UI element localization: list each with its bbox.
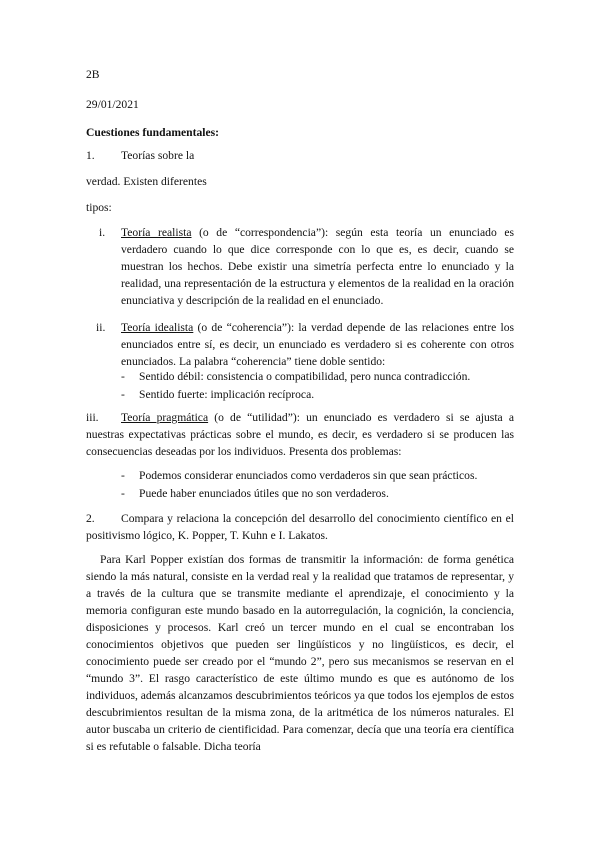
- bullet-dash: -: [121, 487, 125, 500]
- bullet-dash: -: [121, 370, 125, 383]
- theory-1-paragraph: [121, 224, 514, 309]
- question-1-title-line1: Teorías sobre la: [121, 149, 195, 162]
- question-2-paragraph: [86, 510, 514, 544]
- theory-2-text: (o de “coherencia”): la verdad depende de las relaciones entre los enunciados entre sí, es decir, un enunciado es verdadero si es coherente con otros enunciados. La palabra “coherencia” tiene doble sentido:: [121, 321, 515, 368]
- document-date: 29/01/2021: [86, 98, 139, 111]
- section-heading: Cuestiones fundamentales:: [86, 126, 220, 139]
- theory-3-numeral: iii.: [86, 411, 99, 424]
- bullet-dash: -: [121, 388, 125, 401]
- theory-2-name: Teoría idealista: [121, 321, 194, 334]
- answer-paragraph: Para Karl Popper existían dos formas de transmitir la información: de forma genética siendo la más natural, consiste en la verdad real y la realidad que tratamos de representar, y a través de la cultura que se transmite mediante el aprendizaje, el conocimiento y la memoria configuran este mundo basado en la autorregulación, la cognición, la conciencia, disposiciones y procesos. Karl creó un tercer mundo en el cual se encontraban los conocimientos objetivos que pueden ser lingüísticos y no lingüísticos, es decir, el conocimiento puede ser creado por el “mundo 2”, pero sus mecanismos se reservan en el “mundo 3”. El rasgo característico de este último mundo es que es autónomo de los individuos, además alcanzamos descubrimientos teóricos ya que todos los ejemplos de estos descubrimientos resultan de la misma zona, de la aritmética de los números naturales. El autor buscaba un criterio de cientificidad. Para comenzar, decía que una teoría era científica si es refutable o falsable. Dicha teoría: [86, 553, 514, 753]
- theory-3-paragraph: [86, 409, 514, 460]
- question-2-number: 2.: [86, 512, 95, 525]
- question-1-title-line2: verdad. Existen diferentes: [86, 175, 207, 188]
- document-code: 2B: [86, 68, 100, 81]
- bullet-text: Sentido débil: consistencia o compatibilidad, pero nunca contradicción.: [139, 370, 471, 383]
- theory-2-numeral: ii.: [96, 321, 106, 334]
- theory-1-numeral: i.: [99, 226, 106, 239]
- bullet-text: Sentido fuerte: implicación recíproca.: [139, 388, 315, 401]
- bullet-text: Podemos considerar enunciados como verdaderos sin que sean prácticos.: [139, 469, 478, 482]
- theory-1-name: Teoría realista: [121, 226, 192, 239]
- theory-2-paragraph: [121, 319, 514, 370]
- theory-3-text: (o de “utilidad”): un enunciado es verdadero si se ajusta a nuestras expectativas prácticas sobre el mundo, es decir, es verdadero si se producen las consecuencias deseadas por los individuos. Presenta dos problemas:: [86, 411, 514, 458]
- question-1-title-line3: tipos:: [86, 201, 112, 214]
- bullet-text: Puede haber enunciados útiles que no son verdaderos.: [139, 487, 389, 500]
- bullet-dash: -: [121, 469, 125, 482]
- question-2-text: Compara y relaciona la concepción del desarrollo del conocimiento científico en el positivismo lógico, K. Popper, T. Kuhn e I. Lakatos.: [86, 512, 514, 542]
- theory-1-text: (o de “correspondencia”): según esta teoría un enunciado es verdadero cuando lo que dice corresponde con lo que es, es decir, cuando se muestran los hechos. Debe existir una simetría perfecta entre lo enunciado y la realidad, una representación de la estructura y elementos de la realidad en la oración enunciativa y descripción de la realidad en el enunciado.: [121, 226, 514, 307]
- theory-3-name: Teoría pragmática: [121, 411, 209, 424]
- question-1-number: 1.: [86, 149, 95, 162]
